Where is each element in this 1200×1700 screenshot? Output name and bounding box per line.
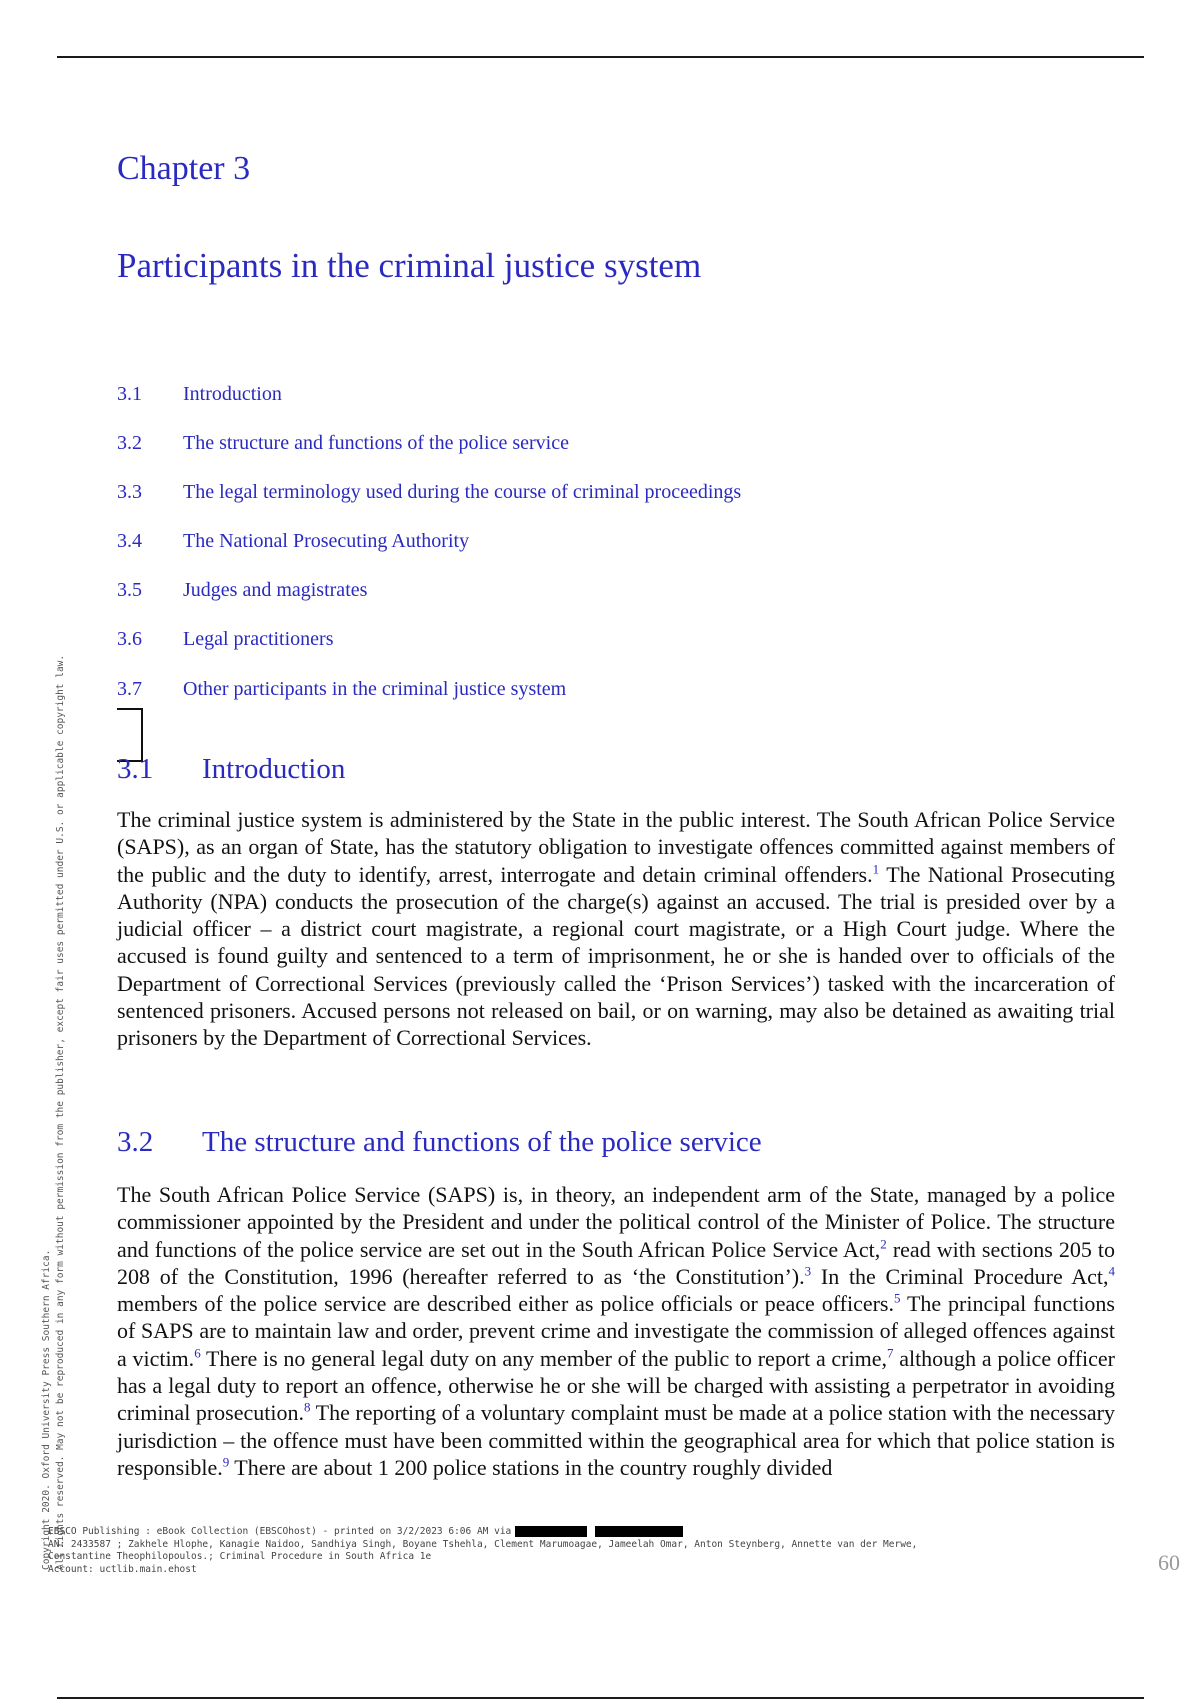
toc-item[interactable] (117, 530, 741, 579)
section-title: Introduction (202, 753, 346, 785)
section-title: The structure and functions of the police service (202, 1126, 762, 1158)
toc-item-number: 3.5 (117, 579, 142, 602)
footnote-ref[interactable]: 5 (893, 1290, 901, 1306)
footnote-ref[interactable]: 3 (804, 1263, 812, 1279)
police-service-paragraph: The South African Police Service (SAPS) is, in theory, an independent arm of the State, managed by a police commissioner appointed by the President and under the political control of the Minister of Police. The structure and functions of the police service are set out in the South African Police Service Act,$^2$ read with sections 205 to 208 of the Constitution, 1996 (hereafter referred to as ‘the Constitution’).$^3$ In the Criminal Procedure Act,$^4$ members of the police service are described either as police officials or peace officers.$^5$ The principal functions of SAPS are to maintain law and order, prevent crime and investigate the commission of alleged offences against a victim.$^6$ There is no general legal duty on any member of the public to report a crime,$^7$ although a police officer has a legal duty to report an offence, otherwise he or she will be charged with assisting a perpetrator in avoiding criminal prosecution.$^8$ The reporting of a voluntary complaint must be made at a police station with the necessary jurisdiction – the offence must have been committed within the geographical area for which that police station is responsible.$^9$ There are about 1 200 police stations in the country roughly divided (117, 1182, 1116, 1480)
chapter-title: Participants in the criminal justice system (117, 246, 702, 285)
toc-item[interactable] (117, 628, 741, 677)
redaction-bar (595, 1526, 683, 1537)
footer-line: Constantine Theophilopoulos.; Criminal Procedure in South Africa 1e (48, 1551, 432, 1562)
footnote-ref[interactable]: 7 (887, 1345, 894, 1361)
toc-item-title[interactable]: The legal terminology used during the course of criminal proceedings (183, 481, 742, 504)
section-heading-introduction (117, 753, 345, 786)
page-number: 60 (1158, 1550, 1180, 1575)
toc-item-title[interactable]: Other participants in the criminal justice system (183, 677, 567, 700)
toc-item[interactable] (117, 383, 741, 432)
copyright-line: Copyright 2020. Oxford University Press Southern Africa. (41, 1249, 52, 1570)
bottom-rule (57, 1697, 1144, 1699)
redaction-bar (515, 1526, 587, 1537)
footnote-ref[interactable]: 4 (1108, 1263, 1115, 1279)
footnote-ref[interactable]: 2 (880, 1236, 887, 1252)
toc-item-number: 3.6 (117, 628, 142, 651)
toc-item-number: 3.3 (117, 481, 142, 504)
footnote-ref[interactable]: 8 (304, 1400, 311, 1416)
ebsco-footer (48, 1526, 1158, 1576)
footer-line: Account: uctlib.main.ehost (48, 1563, 197, 1575)
toc-item[interactable] (117, 579, 741, 628)
toc-item-number: 3.4 (117, 530, 142, 553)
footnote-ref[interactable]: 6 (194, 1345, 201, 1361)
toc-item[interactable] (117, 432, 741, 481)
footer-line: AN: 2433587 ; Zakhele Hlophe, Kanagie Naidoo, Sandhiya Singh, Boyane Tshehla, Clement Marumoagae, Jameelah Omar, Anton Steynberg, Annette van der Merwe, (48, 1538, 918, 1550)
chapter-label: Chapter 3 (117, 150, 251, 187)
section-number: 3.2 (117, 1126, 154, 1158)
footnote-ref[interactable]: 9 (222, 1454, 230, 1470)
toc-item-number: 3.7 (117, 677, 142, 700)
toc-item-number: 3.2 (117, 432, 142, 455)
copyright-line: All rights reserved. May not be reproduced in any form without permission from the publisher, except fair uses permitted under U.S. or applicable copyright law. (55, 654, 66, 1570)
toc-item-title[interactable]: The National Prosecuting Authority (183, 530, 470, 553)
section-heading-police-service (117, 1126, 762, 1159)
toc-item[interactable] (117, 481, 741, 530)
toc-item-title[interactable]: Introduction (183, 383, 282, 405)
section-number: 3.1 (117, 753, 154, 785)
footer-line: EBSCO Publishing : eBook Collection (EBSCOhost) - printed on 3/2/2023 6:06 AM via (48, 1526, 1158, 1539)
introduction-paragraph: The criminal justice system is administered by the State in the public interest. The South African Police Service (SAPS), as an organ of State, has the statutory obligation to investigate offences committed against members of the public and the duty to identify, arrest, interrogate and detain criminal offenders.$^1$ The National Prosecuting Authority (NPA) conducts the prosecution of the charge(s) against an accused. The trial is presided over by a judicial officer – a district court magistrate, a regional court magistrate, or a High Court judge. Where the accused is found guilty and sentenced to a term of imprisonment, he or she is handed over to officials of the Department of Correctional Services (previously called the ‘Prison Services’) tasked with the incarceration of sentenced prisoners. Accused persons not released on bail, or on warning, may also be detained as awaiting trial prisoners by the Department of Correctional Services. (117, 807, 1115, 1051)
toc-item[interactable] (117, 678, 741, 727)
toc-item-title[interactable]: Judges and magistrates (183, 579, 368, 602)
toc-item-title[interactable]: The structure and functions of the police service (183, 432, 569, 455)
toc-item-number: 3.1 (117, 383, 142, 405)
copyright-side-note (40, 370, 68, 1570)
table-of-contents (117, 383, 741, 727)
toc-item-title[interactable]: Legal practitioners (183, 628, 334, 651)
top-rule (57, 56, 1144, 58)
footnote-ref[interactable]: 1 (872, 861, 880, 877)
